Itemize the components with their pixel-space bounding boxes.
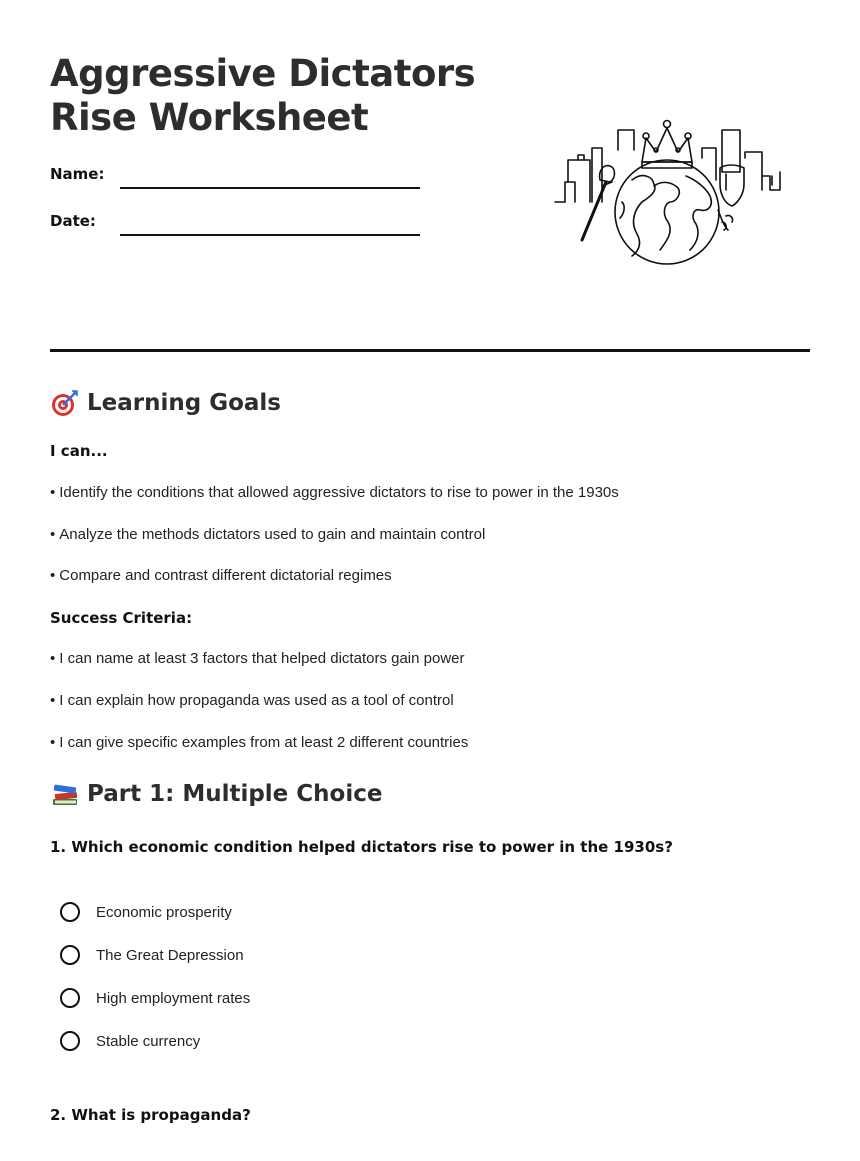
title-line-2: Rise Worksheet	[50, 96, 369, 139]
goal-item	[50, 526, 485, 543]
name-label: Name:	[50, 165, 105, 183]
goal-item	[50, 484, 619, 501]
criteria-item	[50, 692, 454, 709]
answer-option[interactable]	[60, 902, 232, 922]
goal-text: Compare and contrast different dictatorial regimes	[59, 567, 392, 584]
bullet-dot: •	[50, 484, 56, 501]
bullet-dot: •	[50, 692, 56, 709]
option-label: High employment rates	[96, 989, 251, 1007]
answer-option[interactable]	[60, 945, 244, 965]
date-label: Date:	[50, 212, 96, 230]
target-dart-icon	[50, 388, 80, 418]
radio-button[interactable]	[60, 1031, 80, 1051]
question-2: 2. What is propaganda?	[50, 1106, 251, 1124]
goal-text: Identify the conditions that allowed aggressive dictators to rise to power in the 1930s	[59, 484, 619, 501]
criteria-text: I can name at least 3 factors that helped dictators gain power	[59, 650, 465, 667]
radio-button[interactable]	[60, 902, 80, 922]
option-label: Economic prosperity	[96, 903, 232, 921]
i-can-label: I can...	[50, 442, 108, 460]
section-divider	[50, 349, 810, 352]
answer-option[interactable]	[60, 1031, 200, 1051]
bullet-dot: •	[50, 650, 56, 667]
name-field[interactable]	[120, 187, 420, 189]
learning-goals-title: Learning Goals	[87, 390, 281, 416]
bullet-dot: •	[50, 526, 56, 543]
radio-button[interactable]	[60, 945, 80, 965]
criteria-text: I can explain how propaganda was used as a tool of control	[59, 692, 454, 709]
option-label: Stable currency	[96, 1032, 201, 1050]
answer-option[interactable]	[60, 988, 250, 1008]
success-criteria-label: Success Criteria:	[50, 609, 193, 627]
question-1: 1. Which economic condition helped dictators rise to power in the 1930s?	[50, 838, 673, 856]
date-field[interactable]	[120, 234, 420, 236]
radio-button[interactable]	[60, 988, 80, 1008]
title-line-1: Aggressive Dictators	[50, 52, 476, 95]
criteria-item	[50, 650, 465, 667]
bullet-dot: •	[50, 734, 56, 751]
goal-text: Analyze the methods dictators used to gain and maintain control	[59, 526, 486, 543]
part1-title: Part 1: Multiple Choice	[87, 781, 383, 807]
books-icon	[50, 779, 80, 809]
part1-heading	[50, 779, 382, 809]
page-title	[50, 52, 475, 140]
criteria-text: I can give specific examples from at least 2 different countries	[59, 734, 469, 751]
bullet-dot: •	[50, 567, 56, 584]
globe-crown-scepter-shield-city-illustration	[550, 110, 785, 270]
option-label: The Great Depression	[96, 946, 244, 964]
goal-item	[50, 567, 392, 584]
learning-goals-heading	[50, 388, 281, 418]
criteria-item	[50, 734, 468, 751]
